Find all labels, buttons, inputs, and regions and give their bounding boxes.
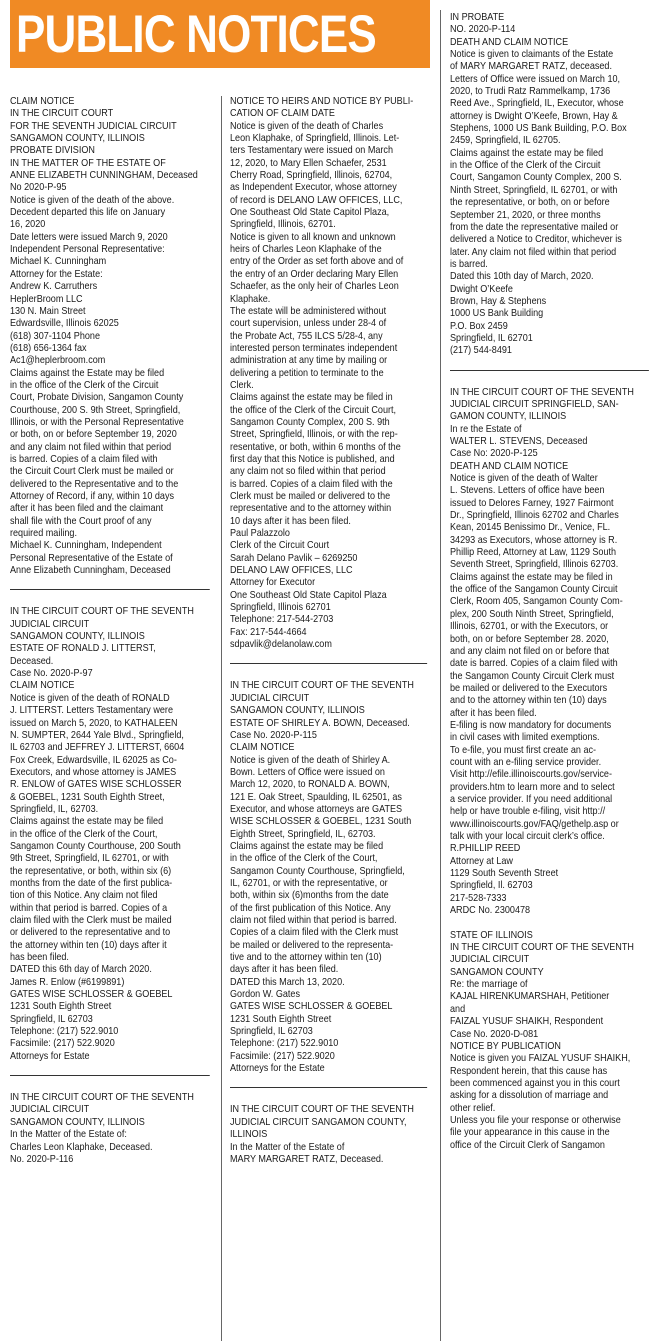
notice-ratz-probate: IN PROBATE NO. 2020-P-114 DEATH AND CLAIM NOTICE Notice is given to claimants of the Estate of MARY MARGARET RATZ, deceased. Letters of Office were issued on March 10, 2020, to Trudi Ratz Rammelkamp, 1736 Reed Ave., Springfield, IL, Executor, whose attorney is Dwight O’Keefe, Brown, Hay & Stephens, 1000 US Bank Building, P.O. Box 2459, Springfield, IL 62705. Claims against the estate may be filed in the Office of the Clerk of the Circuit Court, Sangamon County Complex, 200 S. Ninth Street, Springfield, IL 62701, or with the representative, or both, on or before September 21, 2020, or three months from the date the representative mailed or delivered a Notice to Creditor, whichever is later. Any claim not filed within that period is barred. Dated this 10th day of March, 2020. Dwight O’Keefe Brown, Hay & Stephens 1000 US Bank Building P.O. Box 2459 Springfield, IL 62701 (217) 544-8491 (450, 12, 627, 357)
notice-divider (230, 663, 427, 664)
column-divider-2 (440, 10, 441, 1341)
column-1 (10, 96, 210, 1166)
notice-divider (10, 1075, 210, 1076)
column-3 (450, 12, 649, 1152)
notice-stevens-and-shaikh: IN THE CIRCUIT COURT OF THE SEVENTH JUDICIAL CIRCUIT SPRINGFIELD, SAN- GAMON COUNTY, ILLINOIS In re the Estate of WALTER L. STEVENS, Deceased Case No: 2020-P-125 DEATH AND CLAIM NOTICE Notice is given of the death of Walter L. Stevens. Letters of office have been issued to Delores Farney, 1927 Fairmont Dr., Springfield, Illinois 62702 and Charles Kean, 20145 Benissimo Dr., Venice, FL. 34293 as Executors, whose attorney is R. Phillip Reed, Attorney at Law, 1129 South Seventh Street, Springfield, Illinois 62703. Claims against the estate may be filed in the office of the Sangamon County Circuit Clerk, Room 405, Sangamon County Com- plex, 200 South Ninth Street, Springfield, Illinois, 62701, or with the Executors, or both, on or before September 28. 2020, and any claim not filed on or before that date is barred. Copies of a claim filed with the Sangamon County Circuit Clerk must be mailed or delivered to the Executors and to the attorney within ten (10) days after it has been filed. E-filing is now mandatory for documents in civil cases with limited exemptions. To e-file, you must first create an ac- count with an e-filing service provider. Visit http://efile.illinoiscourts.gov/service- providers.htm to learn more and to select a service provider. If you need additional help or have trouble e-filing, visit http:// www.illinoiscourts.gov/FAQ/gethelp.asp or talk with your local circuit clerk’s office. R.PHILLIP REED Attorney at Law 1129 South Seventh Street Springfield, Il. 62703 217-528-7333 ARDC No. 2300478 STATE OF ILLINOIS IN THE CIRCUIT COURT OF THE SEVENTH JUDICIAL CIRCUIT SANGAMON COUNTY Re: the marriage of KAJAL HIRENKUMARSHAH, Petitioner and FAIZAL YUSUF SHAIKH, Respondent Case No. 2020-D-081 NOTICE BY PUBLICATION Notice is given you FAIZAL YUSUF SHAIKH, Respondent herein, that this cause has been commenced against you in this court asking for a dissolution of marriage and other relief. Unless you file your response or otherwise file your appearance in this cause in the office of the Circuit Clerk of Sangamon (450, 386, 634, 1151)
notice-cunningham-estate: CLAIM NOTICE IN THE CIRCUIT COURT FOR THE SEVENTH JUDICIAL CIRCUIT SANGAMON COUNTY, ILLINOIS PROBATE DIVISION IN THE MATTER OF THE ESTATE OF ANNE ELIZABETH CUNNINGHAM, Deceased No 2020-P-95 Notice is given of the death of the above. Decedent departed this life on January 16, 2020 Date letters were issued March 9, 2020 Independent Personal Representative: Michael K. Cunningham Attorney for the Estate: Andrew K. Carruthers HeplerBroom LLC 130 N. Main Street Edwardsville, Illinois 62025 (618) 307-1104 Phone (618) 656-1364 fax Ac1@heplerbroom.com Claims against the Estate may be filed in the office of the Clerk of the Circuit Court, Probate Division, Sangamon County Courthouse, 200 S. 9th Street, Springfield, Illinois, or with the Personal Representative or both, on or before September 19, 2020 and any claim not filed within that period is barred. Copies of a claim filed with the Circuit Court Clerk must be mailed or delivered to the Representative and to the Attorney of Record, if any, within 10 days after it has been filed and the claimant shall file with the Court proof of any required mailing. Michael K. Cunningham, Independent Personal Representative of the Estate of Anne Elizabeth Cunningham, Deceased (10, 96, 198, 577)
notice-divider (10, 589, 210, 590)
notice-divider (230, 1087, 427, 1088)
column-divider-1 (221, 96, 222, 1341)
public-notices-banner (10, 0, 430, 68)
column-2 (230, 96, 427, 1166)
notice-divider (450, 370, 649, 371)
notice-litterst-estate: IN THE CIRCUIT COURT OF THE SEVENTH JUDICIAL CIRCUIT SANGAMON COUNTY, ILLINOIS ESTATE OF RONALD J. LITTERST, Deceased. Case No. 2020-P-97 CLAIM NOTICE Notice is given of the death of RONALD J. LITTERST. Letters Testamentary were issued on March 5, 2020, to KATHALEEN N. SUMPTER, 2644 Yale Blvd., Springfield, IL 62703 and JEFFREY J. LITTERST, 6604 Fox Creek, Edwardsville, IL 62025 as Co- Executors, and whose attorney is JAMES R. ENLOW of GATES WISE SCHLOSSER & GOEBEL, 1231 South Eighth Street, Springfield, IL, 62703. Claims against the estate may be filed in the office of the Clerk of the Court, Sangamon County Courthouse, 200 South 9th Street, Springfield, IL 62701, or with the representative, or both, within six (6) months from the date of the first publica- tion of this Notice. Any claim not filed within that period is barred. Copies of a claim filed with the Clerk must be mailed or delivered to the representative and to the attorney within ten (10) days after it has been filed. DATED this 6th day of March 2020. James R. Enlow (#6199891) GATES WISE SCHLOSSER & GOEBEL 1231 South Eighth Street Springfield, IL 62703 Telephone: (217) 522.9010 Facsimile: (217) 522.9020 Attorneys for Estate (10, 606, 194, 1062)
notice-bown-estate: IN THE CIRCUIT COURT OF THE SEVENTH JUDICIAL CIRCUIT SANGAMON COUNTY, ILLINOIS ESTATE OF SHIRLEY A. BOWN, Deceased. Case No. 2020-P-115 CLAIM NOTICE Notice is given of the death of Shirley A. Bown. Letters of Office were issued on March 12, 2020, to RONALD A. BOWN, 121 E. Oak Street, Spaulding, IL 62501, as Executor, and whose attorneys are GATES WISE SCHLOSSER & GOEBEL, 1231 South Eighth Street, Springfield, IL, 62703. Claims against the estate may be filed in the office of the Clerk of the Court, Sangamon County Courthouse, Springfield, IL, 62701, or with the representative, or both, within six (6)months from the date of the first publication of this Notice. Any claim not filed within that period is barred. Copies of a claim filed with the Clerk must be mailed or delivered to the representa- tive and to the attorney within ten (10) days after it has been filed. DATED this March 13, 2020. Gordon W. Gates GATES WISE SCHLOSSER & GOEBEL 1231 South Eighth Street Springfield, IL 62703 Telephone: (217) 522.9010 Facsimile: (217) 522.9020 Attorneys for the Estate (230, 680, 414, 1075)
notice-klaphake-heirs: NOTICE TO HEIRS AND NOTICE BY PUBLI- CATION OF CLAIM DATE Notice is given of the death of Charles Leon Klaphake, of Springfield, Illinois. Let- ters Testamentary were issued on March 12, 2020, to Mary Ellen Schaefer, 2531 Cherry Road, Springfield, Illinois, 62704, as Independent Executor, whose attorney of record is DELANO LAW OFFICES, LLC, One Southeast Old State Capitol Plaza, Springfield, Illinois, 62701. Notice is given to all known and unknown heirs of Charles Leon Klaphake of the entry of the Order as set forth above and of the entry of an Order declaring Mary Ellen Schaefer, as the only heir of Charles Leon Klaphake. The estate will be administered without court supervision, unless under 28-4 of the Probate Act, 755 ILCS 5/28-4, any interested person terminates independent administration at any time by mailing or delivering a petition to terminate to the Clerk. Claims against the estate may be filed in the office of the Clerk of the Circuit Court, Sangamon County Complex, 200 S. 9th Street, Springfield, Illinois, or with the rep- resentative, or both, within 6 months of the first day that this Notice is published, and any claim not so filed within that period is barred. Copies of a claim filed with the Clerk must be mailed or delivered to the representative and to the attorney within 10 days after it has been filed. Paul Palazzolo Clerk of the Circuit Court Sarah Delano Pavlik – 6269250 DELANO LAW OFFICES, LLC Attorney for Executor One Southeast Old State Capitol Plaza Springfield, Illinois 62701 Telephone: 217-544-2703 Fax: 217-544-4664 sdpavlik@delanolaw.com (230, 96, 414, 651)
notice-klaphake-estate-heading: IN THE CIRCUIT COURT OF THE SEVENTH JUDICIAL CIRCUIT SANGAMON COUNTY, ILLINOIS In the Matter of the Estate of: Charles Leon Klaphake, Deceased. No. 2020-P-116 (10, 1092, 194, 1165)
page-title: PUBLIC NOTICES (16, 4, 376, 64)
notice-ratz-estate-heading: IN THE CIRCUIT COURT OF THE SEVENTH JUDICIAL CIRCUIT SANGAMON COUNTY, ILLINOIS In the Matter of the Estate of MARY MARGARET RATZ, Deceased. (230, 1104, 414, 1165)
